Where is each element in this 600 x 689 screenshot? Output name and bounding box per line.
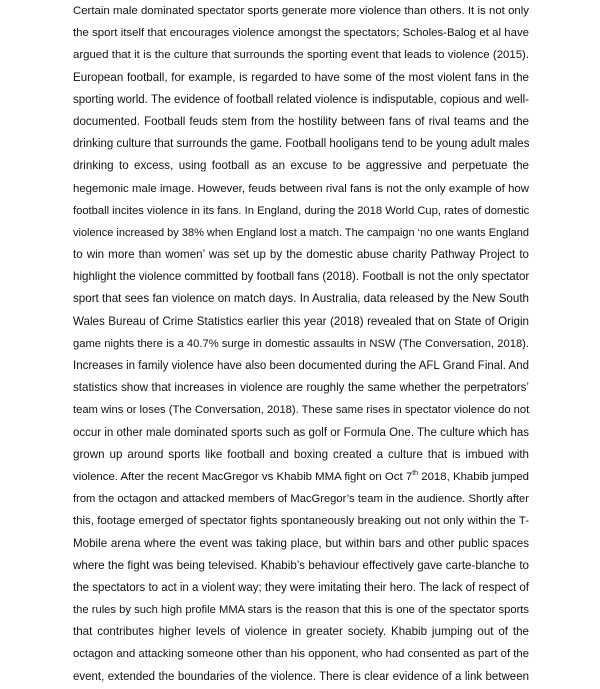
text-line: occur in other male dominated sports such as golf or Formula One. The culture which has: [73, 426, 529, 439]
text-line: Wales Bureau of Crime Statistics earlier this year (2018) revealed that on State of Origin: [73, 314, 529, 328]
text-line: statistics show that increases in violence are roughly the same whether the perpetrators’: [73, 381, 529, 395]
text-line: documented. Football feuds stem from the hostility between fans of rival teams and the: [73, 114, 529, 128]
text-line: drinking culture that surrounds the game. Football hooligans tend to be young adult males: [73, 138, 530, 151]
text-line: that contributes higher levels of violence in greater society. Khabib jumping out of the: [73, 625, 529, 639]
text-line: the spectators to act in a violent way; they were imitating their hero. The lack of respect of: [73, 581, 529, 594]
text-line: the rules by such high profile MMA stars is the reason that this is one of the spectator sports: [73, 604, 529, 617]
text-line-with-superscript: [73, 466, 529, 488]
text-line: highlight the violence committed by football fans (2018). Football is not the only spectator: [73, 270, 530, 284]
text-line: Increases in family violence have also been documented during the AFL Grand Final. And: [73, 360, 529, 372]
text-line: octagon and attacking someone other than his opponent, who had consented as part of the: [73, 648, 529, 661]
text-line: team wins or loses (The Conversation, 2018). These same rises in spectator violence do not: [73, 404, 530, 417]
text-line: from the octagon and attacked members of MacGregor’s team in the audience. Shortly after: [73, 493, 529, 506]
text-line: European football, for example, is regarded to have some of the most violent fans in the: [73, 70, 529, 84]
text-line: Mobile arena where the event was taking place, but within bars and other public spaces: [73, 536, 529, 550]
text-line: hegemonic male image. However, feuds between rival fans is not the only example of how: [73, 182, 529, 195]
text-fragment: 2018, Khabib jumped: [418, 470, 530, 483]
text-line: grown up around sports like football and boxing created a culture that is imbued with: [73, 447, 529, 461]
ordinal-superscript: th: [412, 470, 419, 478]
text-line: this, footage emerged of spectator fights spontaneously breaking out not only within the T-: [73, 515, 529, 528]
text-line: where the fight was being televised. Khabib’s behaviour effectively gave carte-blanche to: [73, 558, 529, 572]
text-line: the sport itself that encourages violence amongst the spectators; Scholes-Balog et al have: [73, 27, 529, 40]
text-line: sporting world. The evidence of football related violence is indisputable, copious and well-: [73, 93, 529, 106]
text-line: violence increased by 38% when England lost a match. The campaign ‘no one wants England: [73, 226, 529, 239]
document-page: [73, 0, 529, 688]
text-line: game nights there is a 40.7% surge in domestic assaults in NSW (The Conversation, 2018).: [73, 337, 529, 350]
text-fragment: violence. After the recent MacGregor vs Khabib MMA fight on Oct 7: [73, 470, 413, 483]
text-line: to win more than women’ was set up by the domestic abuse charity Pathway Project to: [73, 248, 529, 262]
text-line: Certain male dominated spectator sports generate more violence than others. It is not only: [73, 5, 529, 17]
text-line: event, extended the boundaries of the violence. There is clear evidence of a link between: [73, 670, 529, 683]
text-line: sport that sees fan violence on match days. In Australia, data released by the New South: [73, 292, 529, 306]
text-line: argued that it is the culture that surrounds the sporting event that leads to violence (2015).: [73, 49, 529, 62]
text-line: football incites violence in its fans. In England, during the 2018 World Cup, rates of domestic: [73, 204, 530, 217]
text-line: drinking to excess, using football as an excuse to be aggressive and perpetuate the: [73, 159, 529, 173]
